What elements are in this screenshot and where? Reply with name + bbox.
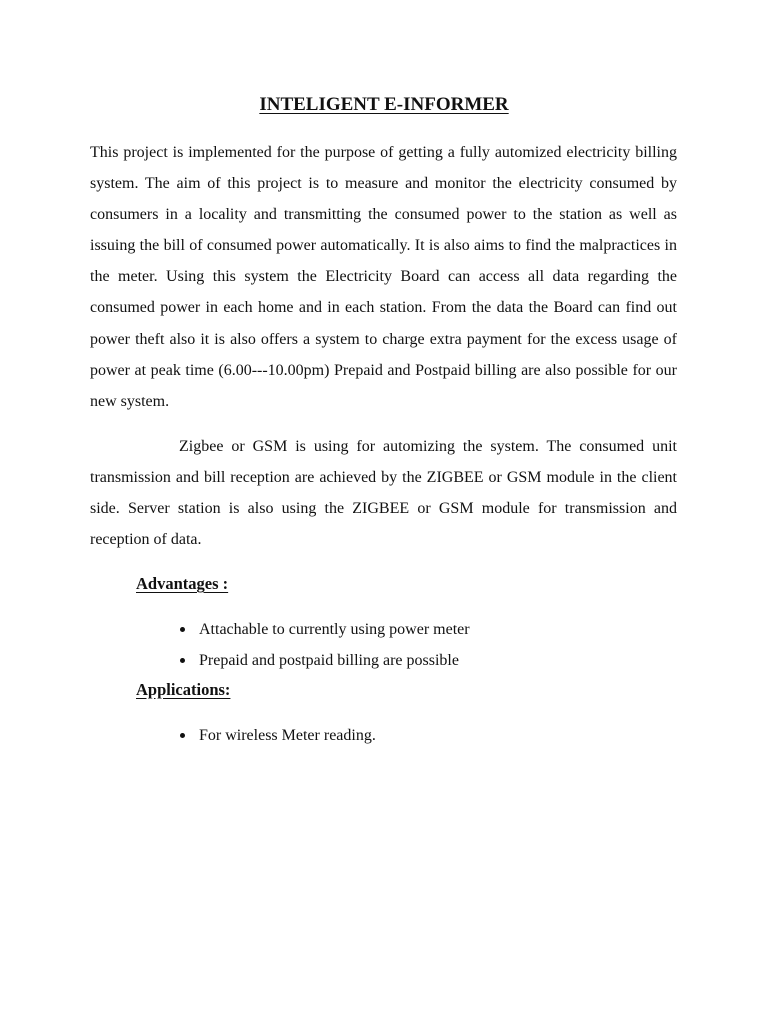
list-item — [180, 614, 470, 645]
list-item-text: Prepaid and postpaid billing are possible — [199, 652, 459, 669]
list-item-text: Attachable to currently using power meter — [199, 621, 470, 638]
intro-paragraph: This project is implemented for the purpose of getting a fully automized electricity billing system. The aim of this project is to measure and monitor the electricity consumed by consumers in a locality and transmitting the consumed power to the station as well as issuing the bill of consumed power automatically. It is also aims to find the malpractices in the meter. Using this system the Electricity Board can access all data regarding the consumed power in each home and in each station. From the data the Board can find out power theft also it is also offers a system to charge extra payment for the excess usage of power at peak time (6.00---10.00pm) Prepaid and Postpaid billing are also possible for our new system. — [90, 144, 677, 410]
bullet-icon — [180, 658, 185, 663]
page-title: INTELIGENT E-INFORMER — [259, 94, 509, 115]
bullet-icon — [180, 627, 185, 632]
advantages-heading: Advantages : — [136, 574, 229, 593]
list-item — [180, 720, 376, 751]
applications-heading: Applications: — [136, 680, 231, 699]
technology-paragraph: Zigbee or GSM is using for automizing the system. The consumed unit transmission and bill reception are achieved by the ZIGBEE or GSM module in the client side. Server station is also using the ZIGBEE or GSM module for transmission and reception of data. — [90, 438, 677, 549]
applications-list — [180, 720, 376, 751]
list-item-text: For wireless Meter reading. — [199, 727, 376, 744]
advantages-list — [180, 614, 470, 676]
list-item — [180, 645, 470, 676]
bullet-icon — [180, 733, 185, 738]
